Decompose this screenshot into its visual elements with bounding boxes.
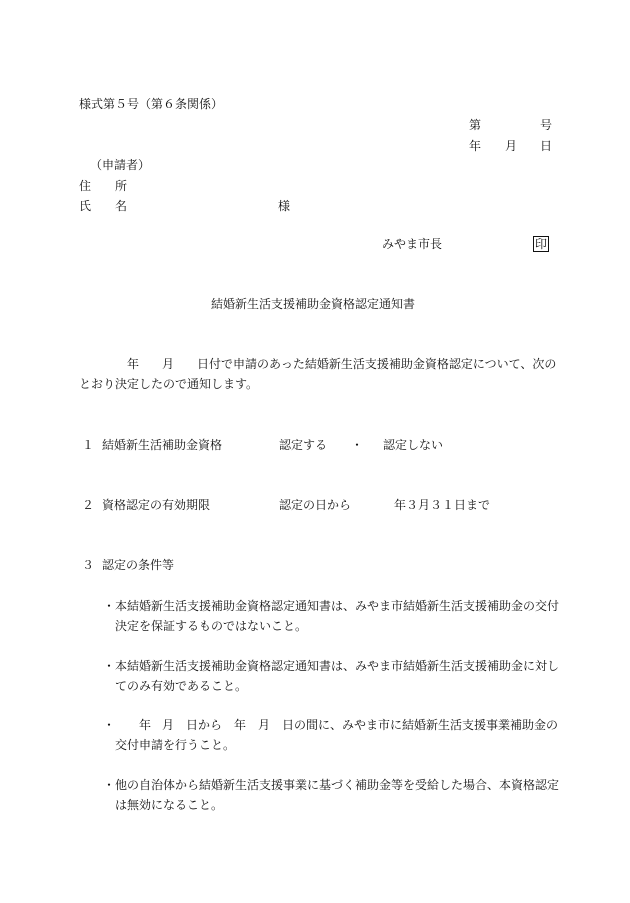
date-day: 日	[540, 139, 553, 153]
condition-line: 交付申請を行うこと。	[115, 738, 236, 752]
name-label: 氏 名	[79, 199, 128, 213]
condition-year2: 年	[234, 718, 247, 732]
condition-line: は無効になること。	[115, 798, 224, 812]
applicant-heading: （申請者）	[90, 158, 151, 172]
document-title: 結婚新生活支援補助金資格認定通知書	[211, 297, 416, 311]
option-reject: 認定しない	[383, 438, 444, 452]
option-separator: ・	[351, 438, 364, 452]
condition-line: てのみ有効であること。	[115, 679, 248, 693]
number-suffix: 号	[540, 118, 553, 132]
item-label: 結婚新生活補助金資格	[102, 438, 223, 452]
condition-line: ・本結婚新生活支援補助金資格認定通知書は、みやま市結婚新生活支援補助金の交付	[103, 599, 560, 613]
condition-year: 年	[139, 718, 152, 732]
condition-line: ・本結婚新生活支援補助金資格認定通知書は、みやま市結婚新生活支援補助金に対し	[103, 659, 560, 673]
item-label: 資格認定の有効期限	[102, 498, 211, 512]
seal-mark: 印	[535, 237, 548, 251]
date-year: 年	[469, 139, 482, 153]
number-prefix: 第	[469, 118, 482, 132]
condition-from: 日から	[186, 718, 223, 732]
option-approve: 認定する	[279, 438, 328, 452]
date-month: 月	[505, 139, 518, 153]
condition-rest: 日の間に、みやま市に結婚新生活支援事業補助金の	[282, 718, 559, 732]
condition-line: ・他の自治体から結婚新生活支援事業に基づく補助金等を受給した場合、本資格認定	[103, 778, 560, 792]
intro-rest: 日付で申請のあった結婚新生活支援補助金資格認定について、次の	[197, 357, 557, 371]
item-number: ２	[82, 498, 95, 512]
condition-bullet: ・	[103, 718, 116, 732]
intro-line2: とおり決定したので通知します。	[79, 377, 259, 391]
item-number: ３	[82, 558, 95, 572]
validity-end: 年３月３１日まで	[394, 498, 491, 512]
condition-month2: 月	[258, 718, 271, 732]
condition-line: 決定を保証するものではないこと。	[115, 619, 308, 633]
validity-start: 認定の日から	[279, 498, 352, 512]
item-label: 認定の条件等	[102, 558, 175, 572]
honorific: 様	[278, 199, 291, 213]
form-number: 様式第５号（第６条関係）	[79, 97, 224, 111]
intro-month: 月	[162, 357, 175, 371]
item-number: １	[82, 438, 95, 452]
condition-month: 月	[162, 718, 175, 732]
intro-year: 年	[127, 357, 140, 371]
issuer-name: みやま市長	[382, 237, 443, 251]
address-label: 住 所	[79, 179, 128, 193]
